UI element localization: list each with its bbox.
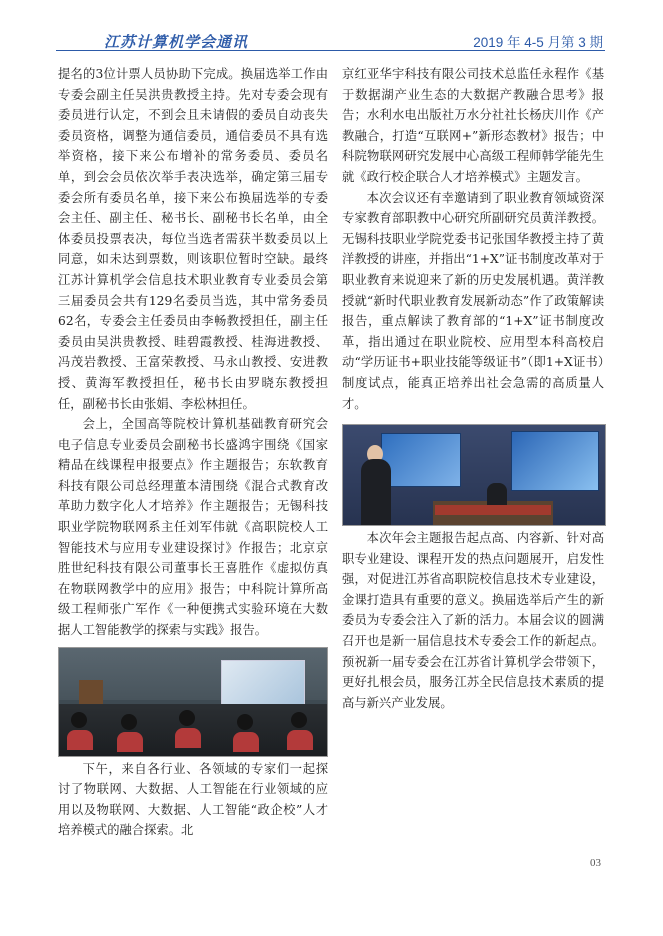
issue-label: 2019 年 4-5 月第 3 期 — [473, 35, 603, 50]
conference-photo-audience — [58, 647, 328, 757]
left-column — [58, 64, 328, 841]
right-paragraph-2: 本次会议还有幸邀请到了职业教育领域资深专家教育部职教中心研究所副研究员黄洋教授。无锡科技职业学院党委书记张国华教授主持了黄洋教授的讲座，并指出“1+X”证书制度改革对于职业教育来说迎来了新的历史发展机遇。黄洋教授就“新时代职业教育发展新动态”作了政策解读报告，重点解读了教育部的“1+X”证书制度改革，指出通过在职业院校、应用型本科高校启动“学历证书+职业技能等级证书”（即1+X证书）制度试点，能真正培养出社会急需的高质量人才。 — [342, 190, 604, 411]
journal-title: 江苏计算机学会通讯 — [104, 33, 249, 51]
header-rule — [56, 50, 605, 51]
right-paragraph-3: 本次年会主题报告起点高、内容新、针对高职专业建设、课程开发的热点问题展开，启发性强，对促进江苏省高职院校信息技术专业建设，金课打造具有重要的意义。换届选举后产生的新委员为专委会注入了新的活力。本届会议的圆满召开也是新一届信息技术专委会工作的新起点。预祝新一届专委会在江苏省计算机学会带领下，更好扎根会员，服务江苏全民信息技术素质的提高与新兴产业发展。 — [342, 531, 604, 710]
left-paragraph-1: 提名的3位计票人员协助下完成。换届选举工作由专委会副主任吴洪贵教授主持。先对专委会现有委员进行认定，不到会且未请假的委员自动丧失委员资格，调整为通信委员，通信委员不具有选举资格，接下来公布增补的常务委员、委员名单，到会会员依次举手表决选举，确定第三届专委会所有委员名单，接下来公布换届选举的专委会主任、副主任、秘书长、副秘书长名单，由全体委员投票表决，每位当选者需获半数委员以上同意，如未达到票数，则该职位暂时空缺。最终江苏计算机学会信息技术职业教育专业委员会第三届委员会共有129名委员当选，其中常务委员62名，专委会主任委员由李畅教授担任，副主任委员由吴洪贵教授、眭碧霞教授、桂海进教授、冯茂岩教授、王富荣教授、马永山教授、安进教授、黄海军教授担任，秘书长由罗晓东教授担任，副秘书长由张娟、李松林担任。 — [58, 67, 328, 411]
left-paragraph-2: 会上，全国高等院校计算机基础教育研究会电子信息专业委员会副秘书长盛鸿宇围绕《国家精品在线课程申报要点》作主题报告；东软教育科技有限公司总经理董本清围绕《混合式教育改革助力数字化人才培养》作主题报告；无锡科技职业学院物联网系主任刘军伟就《高职院校人工智能技术与应用专业建设探讨》作报告；北京京胜世纪科技有限公司董事长王喜胜作《虚拟仿真在物联网教学中的应用》报告；中科院计算所高级工程师张广军作《一种便携式实验环境在大数据人工智能教学的探索与实践》报告。 — [58, 417, 328, 638]
conference-photo-speaker — [342, 424, 606, 526]
right-column — [342, 64, 604, 713]
left-paragraph-3: 下午，来自各行业、各领域的专家们一起探讨了物联网、大数据、人工智能在行业领域的应用以及物联网、大数据、人工智能“政企校”人才培养模式的融合探索。北 — [58, 761, 328, 838]
right-paragraph-1: 京红亚华宇科技有限公司技术总监任永程作《基于数据湖产业生态的大数据产教融合思考》报告；水利水电出版社万水分社社长杨庆川作《产教融合，打造“互联网+”新形态教材》报告；中科院物联网研究发展中心高级工程师韩学能先生就《政行校企联合人才培养模式》主题发言。 — [342, 67, 604, 184]
page-number: 03 — [590, 857, 601, 869]
